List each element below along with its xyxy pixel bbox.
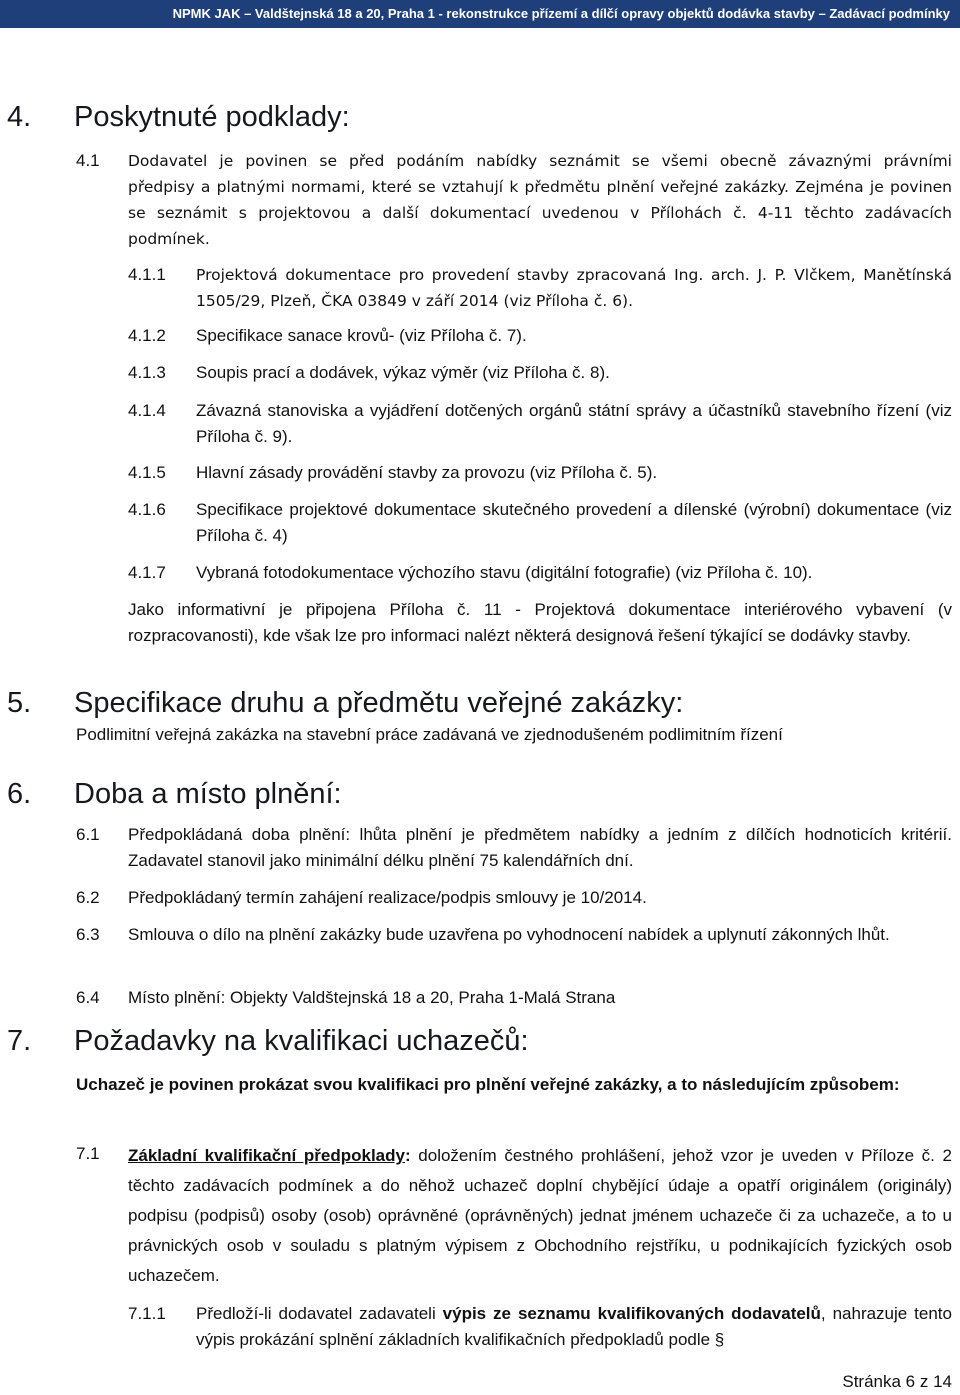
item-number: 4.1.7: [128, 563, 166, 582]
para-7-1-text: doložením čestného prohlášení, jehož vzor je uveden v Příloze č. 2 těchto zadávacích podmínek a do něhož uchazeč doplní chybějící údaje a opatří originálem (originály) podpisu (podpisů) osoby (osob) oprávněné (oprávněných) jednat jménem uchazeče či za uchazeče, a to u právnických osob v souladu s platným výpisem z Obchodního rejstříku, u podnikajících fyzických osob uchazečem.: [128, 1146, 952, 1285]
qualification-label: Základní kvalifikační předpoklady: [128, 1146, 405, 1165]
para-7-1: [128, 1141, 952, 1291]
item-text: Předpokládaná doba plnění: lhůta plnění je předmětem nabídky a jedním z dílčích hodnoticích kritérií. Zadavatel stanovil jako minimální délku plnění 75 kalendářních dní.: [128, 825, 952, 870]
section-7-intro: Uchazeč je povinen prokázat svou kvalifikaci pro plnění veřejné zakázky, a to následujícím způsobem:: [76, 1075, 900, 1094]
item-number: 4.1.5: [128, 463, 166, 482]
para-7-1-1-end: , nahrazuje tento výpis prokázání splnění základních kvalifikačních předpokladů podle §: [196, 1304, 952, 1349]
item-text: Projektová dokumentace pro provedení stavby zpracovaná Ing. arch. J. P. Vlčkem, Manětínská 1505/29, Plzeň, ČKA 03849 v září 2014 (viz Příloha č. 6).: [196, 266, 952, 310]
section-number: 7.: [7, 1025, 32, 1057]
item-number: 4.1.6: [128, 500, 166, 519]
item-number: 7.1.1: [128, 1304, 166, 1323]
section-title: Specifikace druhu a předmětu veřejné zakázky:: [74, 687, 684, 719]
para-4-1-line1: Dodavatel je povinen se před podáním nabídky seznámit se všemi obecně závaznými právními: [128, 152, 952, 170]
para-4-1-text: předpisy a platnými normami, které se vztahují k předmětu plnění veřejné zakázky. Zejména je povinen se seznámit s projektovou a další dokumentací uvedenou v Přílohách č. 4-11 těchto zadávacích podmínek.: [128, 178, 952, 248]
section-5-heading: [7, 687, 907, 721]
para-7-1-1-start: Předloží-li dodavatel zadavateli: [196, 1304, 443, 1323]
item-number: 7.1: [76, 1144, 100, 1163]
item-number: 4.1.1: [128, 265, 166, 284]
item-text: Místo plnění: Objekty Valdštejnská 18 a 20, Praha 1-Malá Strana: [128, 988, 616, 1007]
item-number: 4.1.3: [128, 363, 166, 382]
section-number: 5.: [7, 687, 32, 719]
item-text: Vybraná fotodokumentace výchozího stavu (digitální fotografie) (viz Příloha č. 10).: [196, 563, 813, 582]
item-number: 6.1: [76, 825, 100, 844]
item-text: Smlouva o dílo na plnění zakázky bude uzavřena po vyhodnocení nabídek a uplynutí zákonných lhůt.: [128, 925, 890, 944]
para-7-1-1-bold: výpis ze seznamu kvalifikovaných dodavatelů: [442, 1304, 821, 1323]
item-text: Specifikace sanace krovů- (viz Příloha č. 7).: [196, 326, 527, 345]
section-title: Požadavky na kvalifikaci uchazečů:: [74, 1025, 529, 1057]
item-number: 6.3: [76, 925, 100, 944]
page-header: NPMK JAK – Valdštejnská 18 a 20, Praha 1 - rekonstrukce přízemí a dílčí opravy objektů dodávka stavby – Zadávací podmínky: [0, 0, 960, 28]
item-number: 4.1.2: [128, 326, 166, 345]
page-number: Stránka 6 z 14: [842, 1372, 952, 1391]
item-number: 6.4: [76, 988, 100, 1007]
label-colon: :: [404, 1146, 411, 1165]
para-7-1-1: [196, 1301, 952, 1353]
section-6-heading: [7, 778, 607, 812]
section-7-heading: [7, 1025, 807, 1059]
para-4-1-number: 4.1: [76, 151, 100, 170]
item-text: Soupis prací a dodávek, výkaz výměr (viz Příloha č. 8).: [196, 363, 610, 382]
item-number: 6.2: [76, 888, 100, 907]
section-number: 6.: [7, 778, 32, 810]
section-title: Poskytnuté podklady:: [74, 101, 350, 133]
section-number: 4.: [7, 101, 32, 133]
info-paragraph: Jako informativní je připojena Příloha č. 11 - Projektová dokumentace interiérového vybavení (v rozpracovanosti), kde však lze pro informaci nalézt některá designová řešení týkající se dodávky stavby.: [128, 600, 952, 645]
item-text: Závazná stanoviska a vyjádření dotčených orgánů státní správy a účastníků stavebního řízení (viz Příloha č. 9).: [196, 401, 952, 446]
item-text: Specifikace projektové dokumentace skutečného provedení a dílenské (výrobní) dokumentace (viz Příloha č. 4): [196, 500, 952, 545]
item-text: Hlavní zásady provádění stavby za provozu (viz Příloha č. 5).: [196, 463, 658, 482]
section-4-heading: [7, 101, 607, 135]
section-5-text: Podlimitní veřejná zakázka na stavební práce zadávaná ve zjednodušeném podlimitním řízení: [76, 725, 783, 744]
item-text: Předpokládaný termín zahájení realizace/podpis smlouvy je 10/2014.: [128, 888, 647, 907]
item-number: 4.1.4: [128, 401, 166, 420]
section-title: Doba a místo plnění:: [74, 778, 342, 810]
